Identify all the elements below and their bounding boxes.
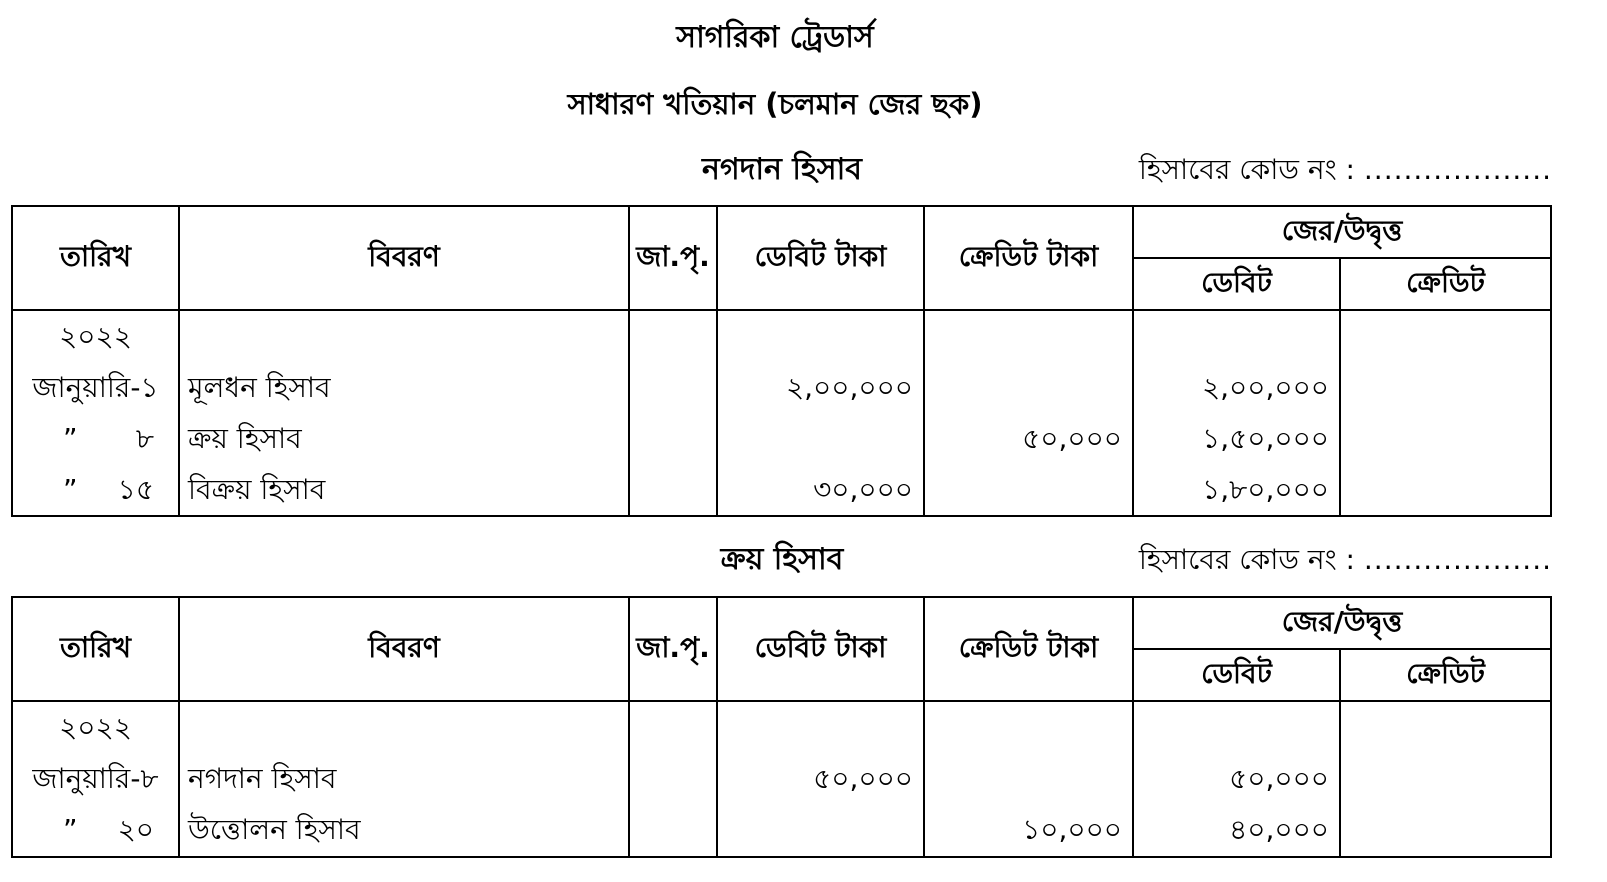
- col-header-jp: জা.পৃ.: [629, 206, 717, 310]
- particulars-column: [179, 310, 629, 516]
- date-cell: জানুয়ারি-৮: [32, 762, 159, 795]
- ledger-table: [11, 205, 1552, 517]
- debit-cell: [718, 413, 923, 464]
- account-code-blank: ...................: [1363, 153, 1552, 186]
- particulars-cell: নগদান হিসাব: [188, 762, 337, 795]
- debit-cell: ২,০০,০০০: [785, 371, 913, 404]
- date-cell: [13, 464, 178, 515]
- balance-credit-column: [1340, 310, 1551, 516]
- balance-debit-column: [1133, 310, 1340, 516]
- balance-debit-cell: ১,৮০,০০০: [1202, 473, 1329, 506]
- account-header: [12, 150, 1552, 190]
- credit-cell: [925, 362, 1132, 413]
- credit-cell: ১০,০০০: [1022, 813, 1122, 846]
- balance-debit-cell: ১,৫০,০০০: [1202, 422, 1329, 455]
- col-header-debit: ডেবিট টাকা: [717, 206, 924, 310]
- credit-column: [924, 701, 1133, 857]
- balance-debit-cell: ৫০,০০০: [1229, 762, 1329, 795]
- col-header-particulars: বিবরণ: [179, 597, 629, 701]
- balance-credit-column: [1340, 701, 1551, 857]
- col-header-credit: ক্রেডিট টাকা: [924, 597, 1133, 701]
- date-day: ২০: [117, 813, 154, 846]
- col-header-date: তারিখ: [12, 206, 179, 310]
- col-header-date: তারিখ: [12, 597, 179, 701]
- ditto-mark: ”: [63, 473, 78, 506]
- date-column: [12, 310, 179, 516]
- ledger-title: সাধারণ খতিয়ান (চলমান জের ছক): [567, 87, 983, 121]
- balance-debit-column: [1133, 701, 1340, 857]
- col-header-jp: জা.পৃ.: [629, 597, 717, 701]
- account-name: ক্রয় হিসাব: [720, 542, 844, 577]
- date-cell: [13, 413, 178, 464]
- account-name: নগদান হিসাব: [702, 152, 862, 187]
- col-header-balance-credit: ক্রেডিট: [1340, 649, 1551, 701]
- date-column: [12, 701, 179, 857]
- year-cell: ২০২২: [59, 711, 132, 744]
- col-header-balance: জের/উদ্বৃত্ত: [1133, 206, 1551, 258]
- col-header-balance-debit: ডেবিট: [1133, 258, 1340, 310]
- business-name: সাগরিকা ট্রেডার্স: [676, 20, 874, 55]
- ditto-mark: ”: [63, 422, 78, 455]
- date-cell: জানুয়ারি-১: [32, 371, 159, 404]
- debit-cell: ৫০,০০০: [813, 762, 913, 795]
- debit-column: [717, 310, 924, 516]
- balance-debit-cell: ৪০,০০০: [1229, 813, 1329, 846]
- particulars-cell: ক্রয় হিসাব: [188, 422, 302, 455]
- account-code: [1139, 542, 1552, 578]
- date-day: ১৫: [117, 473, 154, 506]
- date-day: ৮: [135, 422, 154, 455]
- credit-cell: ৫০,০০০: [1022, 422, 1122, 455]
- balance-debit-cell: ২,০০,০০০: [1201, 371, 1329, 404]
- jp-column: [629, 701, 717, 857]
- col-header-balance-credit: ক্রেডিট: [1340, 258, 1551, 310]
- account-header: [12, 540, 1552, 580]
- ditto-mark: ”: [63, 813, 78, 846]
- ledger-body: [12, 310, 1551, 516]
- account-code-blank: ...................: [1363, 543, 1552, 576]
- particulars-cell: উত্তোলন হিসাব: [188, 813, 361, 846]
- particulars-cell: মূলধন হিসাব: [188, 371, 331, 404]
- particulars-cell: বিক্রয় হিসাব: [188, 473, 326, 506]
- credit-column: [924, 310, 1133, 516]
- col-header-balance: জের/উদ্বৃত্ত: [1133, 597, 1551, 649]
- ledger-table: [11, 596, 1552, 858]
- jp-column: [629, 310, 717, 516]
- col-header-balance-debit: ডেবিট: [1133, 649, 1340, 701]
- year-cell: ২০২২: [59, 320, 132, 353]
- credit-cell: [925, 753, 1132, 804]
- credit-cell: [925, 464, 1132, 515]
- debit-column: [717, 701, 924, 857]
- particulars-column: [179, 701, 629, 857]
- account-code-label: হিসাবের কোড নং :: [1138, 153, 1355, 186]
- ledger-body: [12, 701, 1551, 857]
- col-header-debit: ডেবিট টাকা: [717, 597, 924, 701]
- col-header-credit: ক্রেডিট টাকা: [924, 206, 1133, 310]
- debit-cell: [718, 804, 923, 855]
- col-header-particulars: বিবরণ: [179, 206, 629, 310]
- account-code-label: হিসাবের কোড নং :: [1138, 543, 1355, 576]
- date-cell: [13, 804, 178, 855]
- account-code: [1139, 152, 1552, 188]
- debit-cell: ৩০,০০০: [813, 473, 913, 506]
